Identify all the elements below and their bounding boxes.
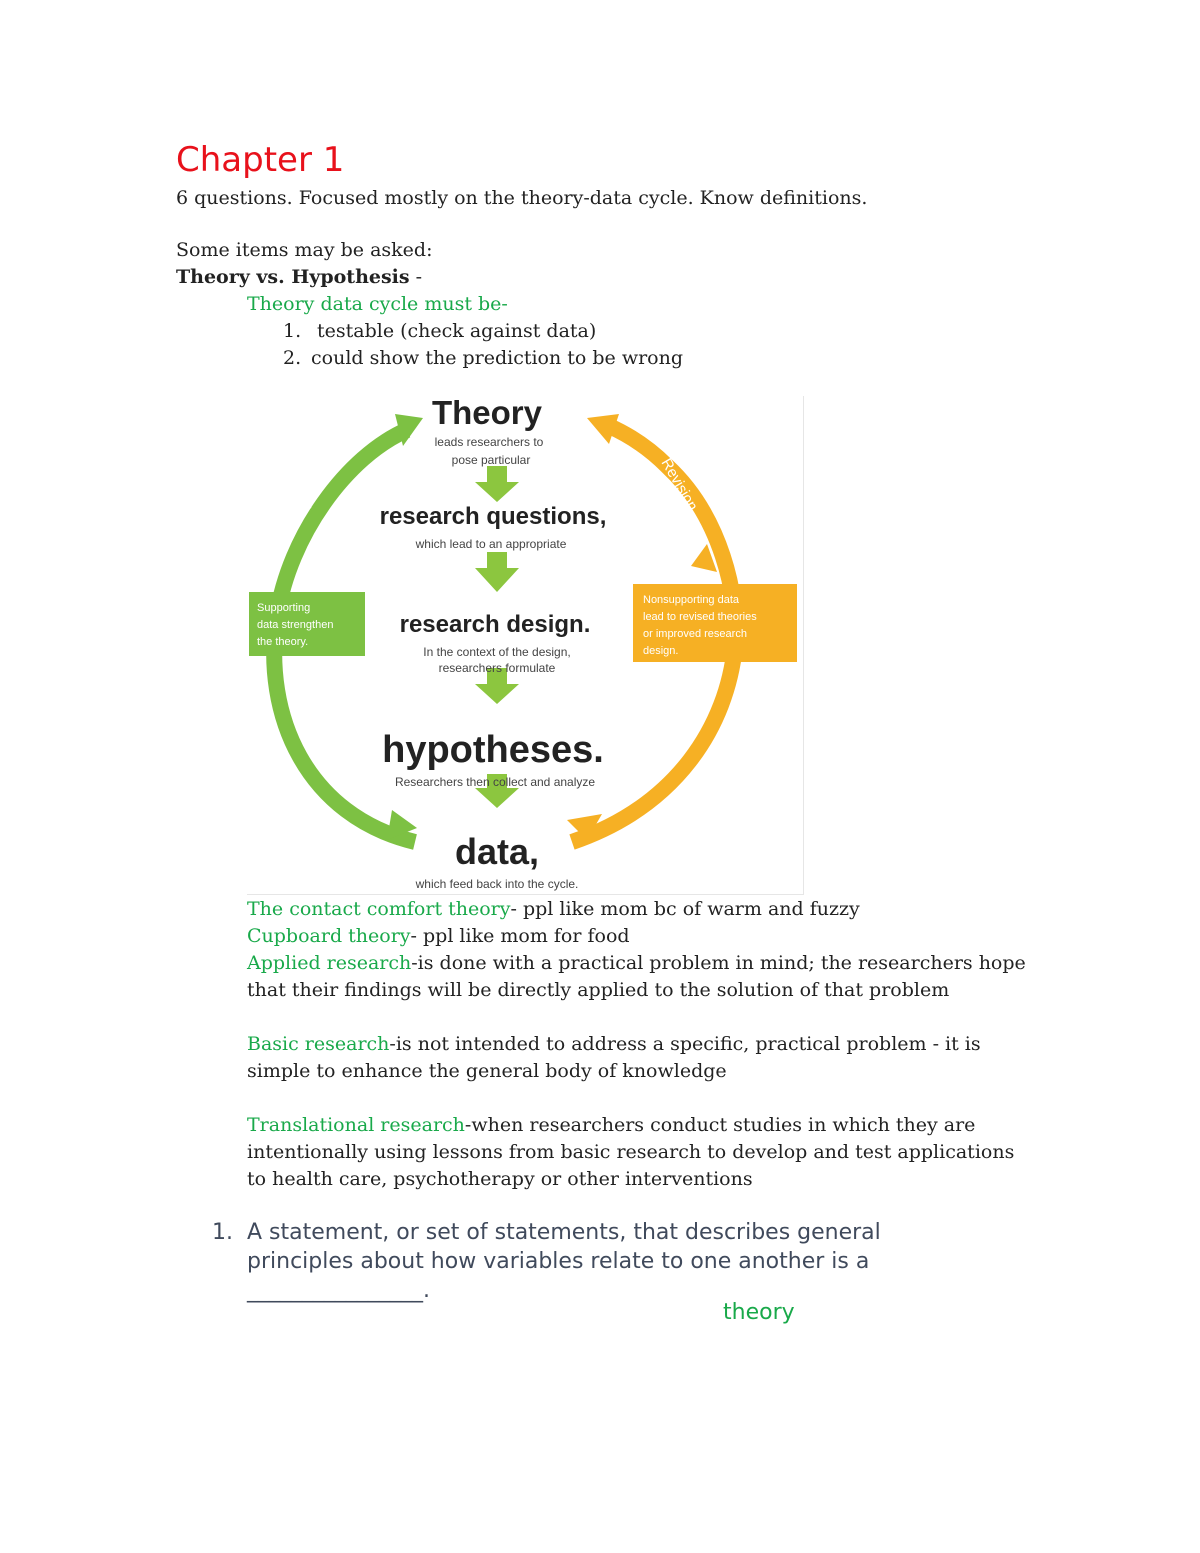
- definition-text: -is not intended to address a specific, practical problem - it is simple to enhance the general body of knowledge: [247, 1033, 981, 1082]
- diagram-questions: research questions,: [379, 503, 607, 530]
- question-answer: theory: [723, 1300, 795, 1325]
- down-arrow-2: [475, 552, 519, 592]
- definition-applied: [247, 950, 1027, 1004]
- question-text: A statement, or set of statements, that describes general principles about how variables relate to one another is a ________________.: [247, 1220, 881, 1303]
- cycle-list-item-2: could show the prediction to be wrong: [311, 347, 684, 369]
- cycle-list-heading: Theory data cycle must be-: [247, 293, 508, 315]
- definition-text: -when researchers conduct studies in which they are intentionally using lessons from basic research to develop and test applications to health care, psychotherapy or other interventions: [247, 1114, 1015, 1190]
- cycle-list-num-1: 1.: [283, 320, 302, 342]
- some-items-text: Some items may be asked:: [176, 239, 433, 261]
- revision-box-line-2: lead to revised theories: [643, 611, 757, 623]
- diagram-design: research design.: [399, 611, 591, 638]
- definition-text: - ppl like mom for food: [410, 925, 630, 947]
- diagram-design-sub-2: researchers formulate: [438, 661, 556, 675]
- definition-basic: [247, 1031, 987, 1085]
- revision-box-line-1: Nonsupporting data: [643, 594, 740, 606]
- down-arrow-1: [475, 466, 519, 502]
- definition-term: Translational research: [247, 1114, 465, 1136]
- support-arc-label: Support: [287, 471, 328, 526]
- revision-box-line-3: or improved research: [643, 628, 747, 640]
- definition-contact-comfort: [247, 896, 1047, 923]
- diagram-theory-sub-1: leads researchers to: [434, 435, 544, 449]
- diagram-design-sub-1: In the context of the design,: [423, 645, 571, 659]
- chapter-title: Chapter 1: [176, 140, 345, 180]
- definition-term: Cupboard theory: [247, 925, 411, 947]
- theory-vs-hypothesis-heading: Theory vs. Hypothesis: [176, 266, 410, 288]
- definition-text: - ppl like mom bc of warm and fuzzy: [510, 898, 860, 920]
- diagram-theory-sub-2: pose particular: [451, 453, 531, 467]
- theory-vs-hypothesis: [176, 264, 422, 291]
- diagram-data: data,: [454, 831, 540, 872]
- theory-data-cycle-diagram: [247, 396, 804, 895]
- definitions-list: [247, 896, 1047, 1193]
- diagram-hypotheses-sub: Researchers then collect and analyze: [394, 775, 596, 789]
- definition-term: The contact comfort theory: [247, 898, 511, 920]
- diagram-data-sub: which feed back into the cycle.: [415, 877, 579, 891]
- revision-box-line-4: design.: [643, 645, 679, 657]
- definition-term: Basic research: [247, 1033, 390, 1055]
- diagram-questions-sub: which lead to an appropriate: [415, 537, 567, 551]
- definition-term: Applied research: [247, 952, 412, 974]
- definition-translational: [247, 1112, 1037, 1193]
- definition-text: -is done with a practical problem in mind; the researchers hope that their findings will be directly applied to the solution of that problem: [247, 952, 1026, 1001]
- revision-arc-label: Revision: [657, 455, 702, 514]
- diagram-hypotheses: hypotheses.: [382, 729, 604, 771]
- definition-cupboard: [247, 923, 1047, 950]
- question-number: 1.: [212, 1220, 233, 1245]
- theory-vs-dash: -: [409, 266, 423, 288]
- support-box-line-1: Supporting: [257, 602, 311, 614]
- cycle-list-num-2: 2.: [283, 347, 302, 369]
- diagram-theory: Theory: [431, 396, 543, 431]
- intro-text: 6 questions. Focused mostly on the theory-data cycle. Know definitions.: [176, 187, 868, 209]
- support-box-line-2: data strengthen: [257, 619, 334, 631]
- support-box-line-3: the theory.: [257, 636, 309, 648]
- cycle-diagram-svg: [247, 396, 803, 894]
- cycle-list-item-1: testable (check against data): [317, 320, 597, 342]
